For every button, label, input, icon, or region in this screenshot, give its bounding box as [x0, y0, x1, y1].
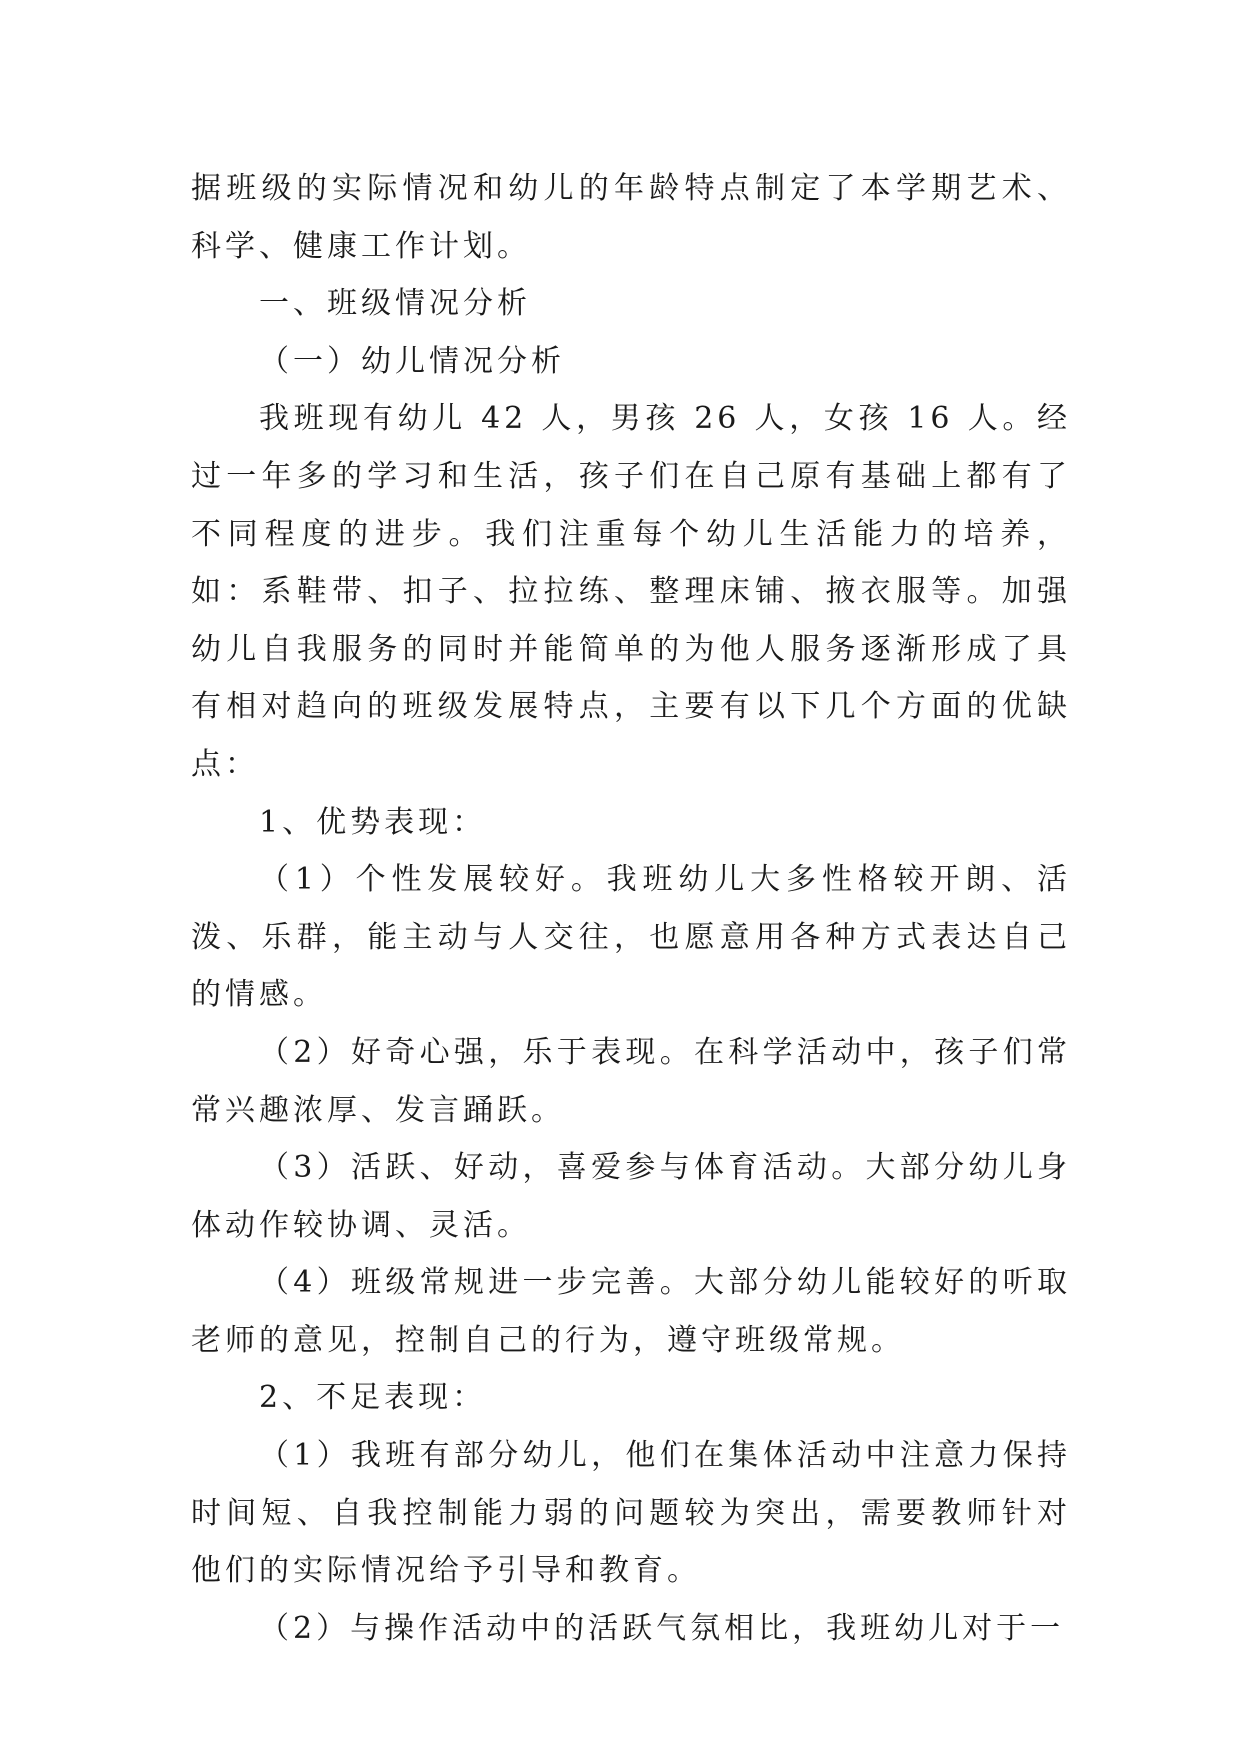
- subheading-weaknesses: 2、不足表现：: [259, 1380, 487, 1416]
- paragraph-strength-4: （4）班级常规进一步完善。大部分幼儿能较好的听取老师的意见，控制自己的行为，遵守班级常规。: [191, 1265, 1071, 1358]
- paragraph-intro-continuation: 据班级的实际情况和幼儿的年龄特点制定了本学期艺术、科学、健康工作计划。: [191, 171, 1071, 264]
- paragraph-strength-3: （3）活跃、好动，喜爱参与体育活动。大部分幼儿身体动作较协调、灵活。: [191, 1150, 1071, 1243]
- paragraph-weakness-1: （1）我班有部分幼儿，他们在集体活动中注意力保持时间短、自我控制能力弱的问题较为突出，需要教师针对他们的实际情况给予引导和教育。: [191, 1438, 1071, 1589]
- paragraph-class-overview: 我班现有幼儿 42 人，男孩 26 人，女孩 16 人。经过一年多的学习和生活，孩子们在自己原有基础上都有了不同程度的进步。我们注重每个幼儿生活能力的培养，如：系鞋带、扣子、拉拉练、整理床铺、掖衣服等。加强幼儿自我服务的同时并能简单的为他人服务逐渐形成了具有相对趋向的班级发展特点，主要有以下几个方面的优缺点：: [191, 401, 1071, 782]
- paragraph-weakness-2: （2）与操作活动中的活跃气氛相比，我班幼儿对于一: [259, 1610, 1065, 1646]
- document-body: [191, 160, 1071, 1657]
- heading-class-analysis: 一、班级情况分析: [259, 286, 531, 322]
- paragraph-strength-2: （2）好奇心强，乐于表现。在科学活动中，孩子们常常兴趣浓厚、发言踊跃。: [191, 1034, 1071, 1128]
- subheading-strengths: 1、优势表现：: [259, 804, 487, 840]
- paragraph-strength-1: （1）个性发展较好。我班幼儿大多性格较开朗、活泼、乐群，能主动与人交往，也愿意用各种方式表达自己的情感。: [191, 862, 1071, 1013]
- subheading-children-analysis: （一）幼儿情况分析: [259, 343, 565, 379]
